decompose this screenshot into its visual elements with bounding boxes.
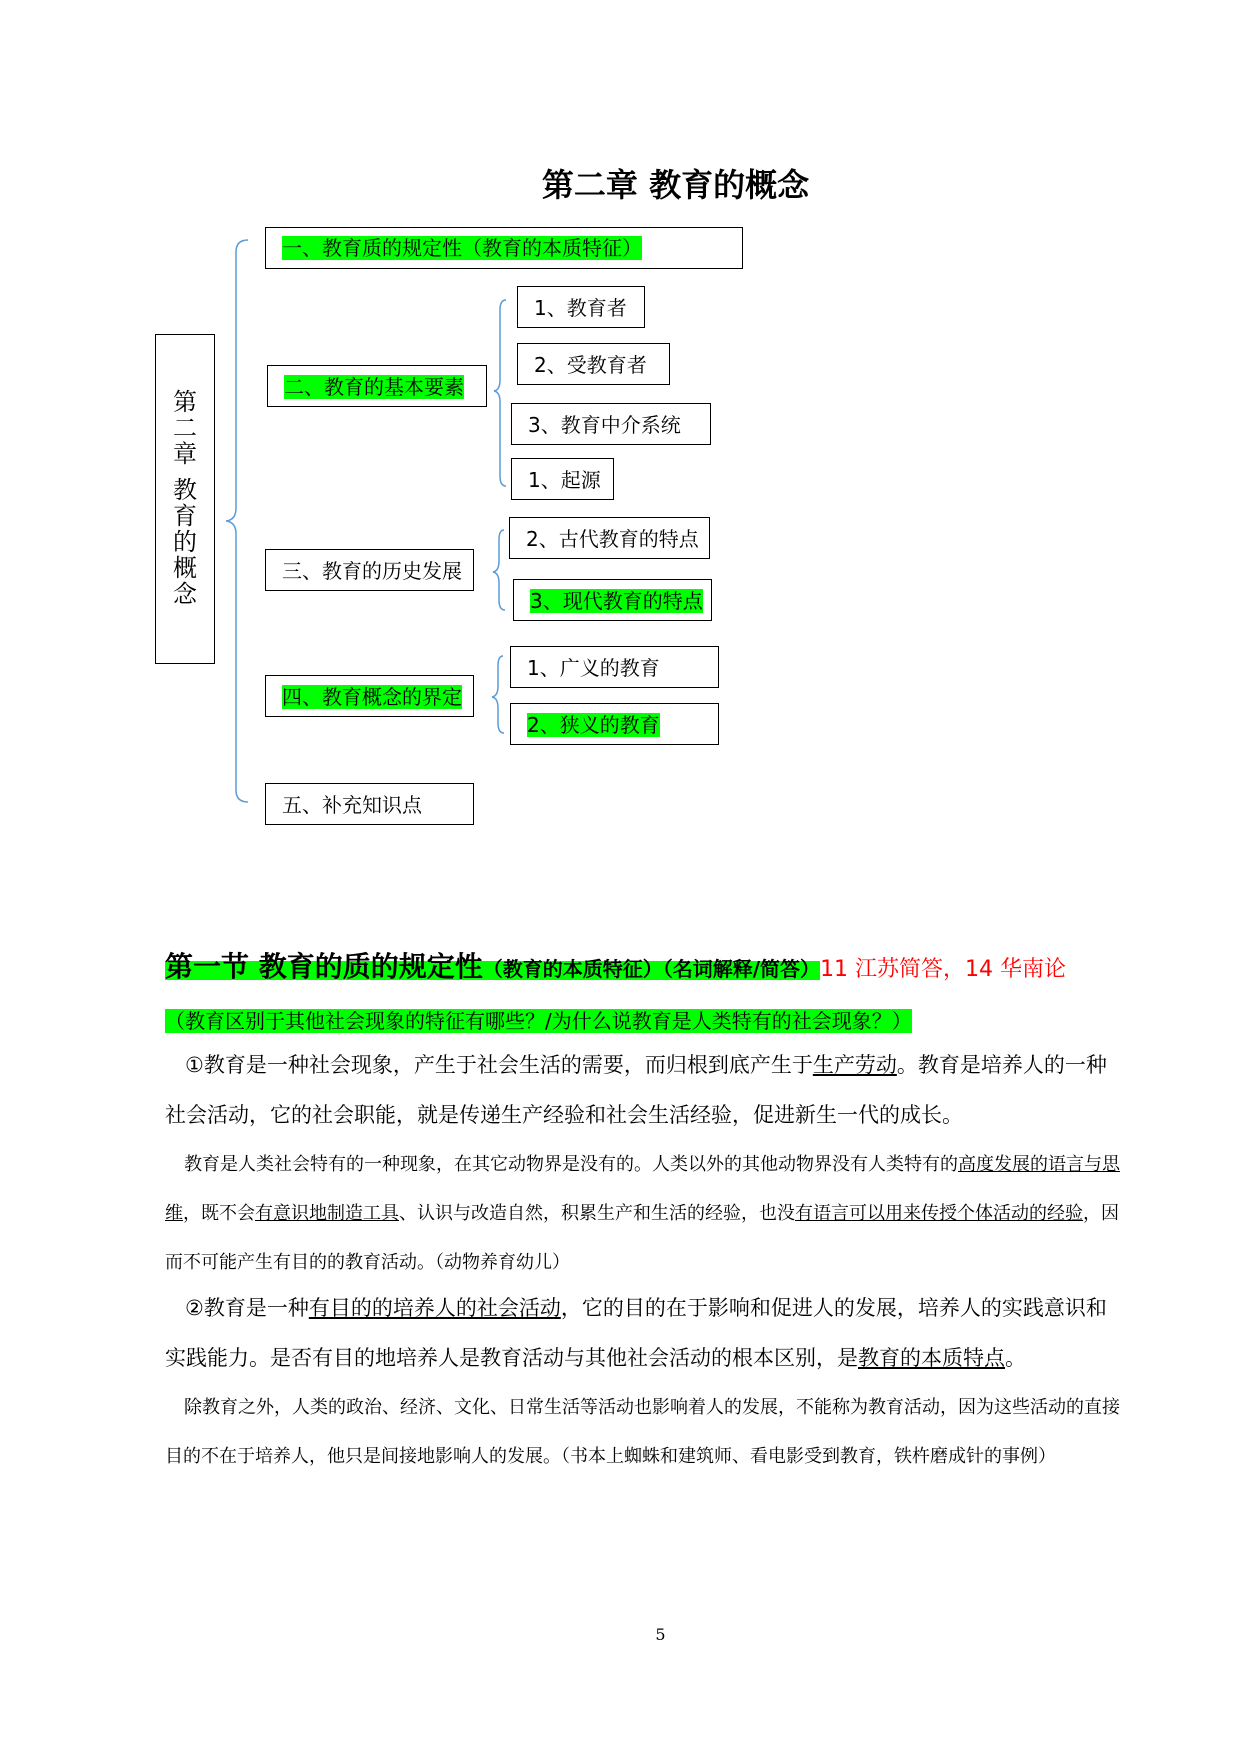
branch-essence: 一、教育质的规定性（教育的本质特征） [265, 227, 743, 269]
definition-narrow: 2、狭义的教育 [510, 703, 719, 745]
paragraph-4: 除教育之外，人类的政治、经济、文化、日常生活等活动也影响着人的发展，不能称为教育活动，因为这些活动的直接目的不在于培养人，他只是间接地影响人的发展。（书本上蜘蛛和建筑师、看电影受到教育，铁杵磨成针的事例） [165, 1397, 1120, 1467]
element-educator: 1、教育者 [517, 286, 645, 328]
bracket-history [493, 530, 505, 610]
branch-history: 三、教育的历史发展 [265, 549, 474, 591]
exam-note: 11 江苏简答，14 华南论 [820, 957, 1067, 982]
history-origin: 1、起源 [511, 458, 614, 500]
paragraph-3: ②教育是一种有目的的培养人的社会活动，它的目的在于影响和促进人的发展，培养人的实践意识和实践能力。是否有目的地培养人是教育活动与其他社会活动的根本区别，是教育的本质特点。 [165, 1296, 1107, 1370]
bracket-elements [494, 300, 506, 486]
definition-broad: 1、广义的教育 [510, 646, 719, 688]
root-label: 第 二 章 教 育 的 概 念 [173, 388, 197, 608]
branch-definition: 四、教育概念的界定 [265, 675, 474, 717]
page-title: 第二章 教育的概念 [541, 166, 810, 204]
history-ancient: 2、古代教育的特点 [509, 517, 710, 559]
paragraph-2: 教育是人类社会特有的一种现象，在其它动物界是没有的。人类以外的其他动物界没有人类特有的高度发展的语言与思维，既不会有意识地制造工具、认识与改造自然，积累生产和生活的经验，也没有语言可以用来传授个体活动的经验，因而不可能产生有目的的教育活动。（动物养育幼儿） [165, 1154, 1120, 1273]
page-number: 5 [655, 1625, 666, 1644]
section-question: （教育区别于其他社会现象的特征有哪些？/为什么说教育是人类特有的社会现象？） [165, 1009, 912, 1033]
root-box [155, 334, 215, 664]
branch-supplement: 五、补充知识点 [265, 783, 474, 825]
main-bracket [226, 240, 248, 802]
element-learner: 2、受教育者 [517, 343, 670, 385]
history-modern: 3、现代教育的特点 [513, 579, 712, 621]
branch-elements: 二、教育的基本要素 [267, 365, 487, 407]
element-medium: 3、教育中介系统 [511, 403, 711, 445]
bracket-definition [492, 656, 504, 733]
paragraph-1: ①教育是一种社会现象，产生于社会生活的需要，而归根到底产生于生产劳动。教育是培养人的一种社会活动，它的社会职能，就是传递生产经验和社会生活经验，促进新生一代的成长。 [165, 1053, 1107, 1127]
section-heading: 第一节 教育的质的规定性（教育的本质特征）（名词解释/简答）11 江苏简答，14 华南论 [165, 950, 1067, 983]
